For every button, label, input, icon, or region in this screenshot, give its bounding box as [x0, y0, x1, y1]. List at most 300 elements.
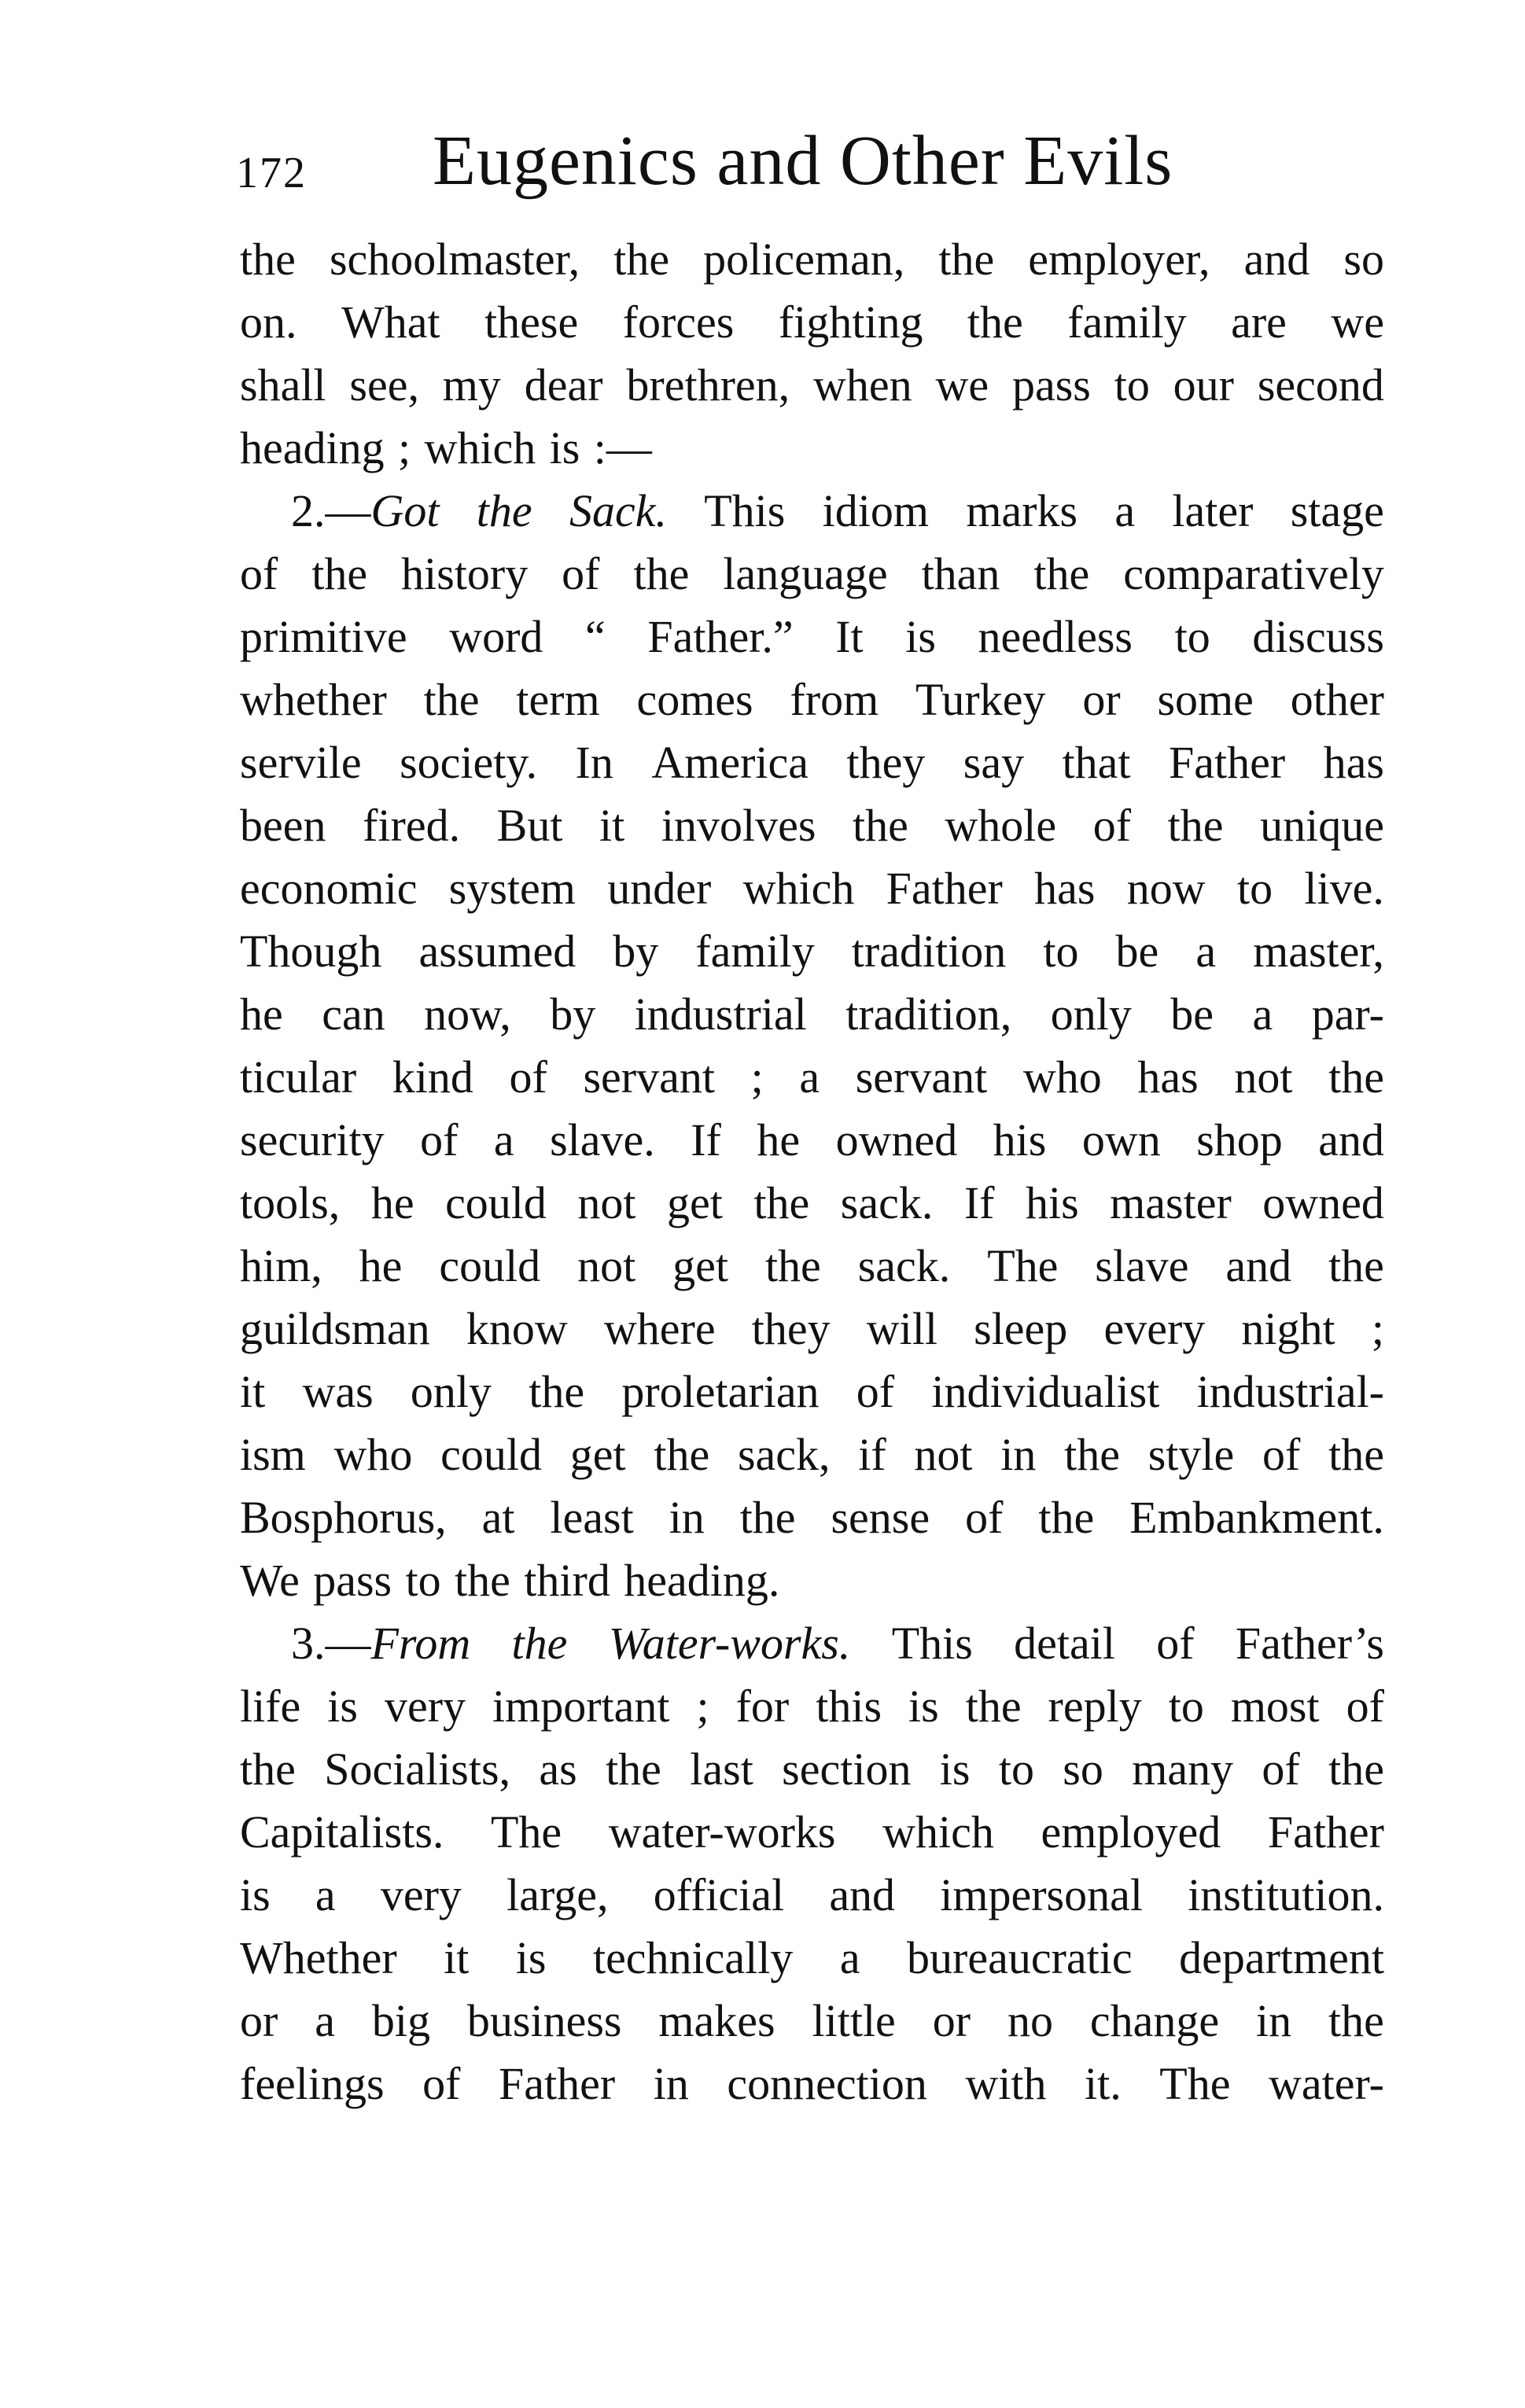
word: Capitalists. [240, 1806, 444, 1858]
text-line [240, 606, 1384, 668]
word: of [965, 1492, 1004, 1543]
word: to [1174, 611, 1210, 662]
word: This [704, 485, 786, 536]
word: to [1236, 863, 1273, 914]
text-line [240, 2053, 1384, 2115]
word: security [240, 1114, 385, 1165]
word: tradition, [845, 989, 1012, 1040]
word: language [723, 548, 888, 599]
text-line [240, 1360, 1384, 1423]
word: will [866, 1303, 937, 1354]
word: master [1110, 1177, 1232, 1228]
text-line [240, 1612, 1384, 1675]
word: employer, [1028, 234, 1210, 285]
word: for [735, 1681, 790, 1732]
word: impersonal [940, 1869, 1143, 1920]
section-heading-word: the [511, 1618, 568, 1669]
word: Father [1168, 737, 1286, 788]
word: they [751, 1303, 831, 1354]
word: of [420, 1114, 459, 1165]
text-line [240, 1235, 1384, 1298]
word: discuss [1252, 611, 1384, 662]
word: last [690, 1743, 753, 1795]
page-number: 172 [236, 149, 307, 197]
word: and [1225, 1240, 1292, 1291]
word: schoolmaster, [329, 234, 580, 285]
word: Turkey [915, 674, 1046, 725]
word: idiom [822, 485, 930, 536]
word: If [963, 1177, 995, 1228]
word: :— [593, 422, 652, 473]
word: detail [1014, 1618, 1115, 1669]
text-line [240, 857, 1384, 920]
word: of [1262, 1743, 1300, 1795]
word: most [1230, 1681, 1320, 1732]
word: no [1007, 1995, 1053, 2046]
text-line [240, 1172, 1384, 1235]
word: This [891, 1618, 973, 1669]
word: business [466, 1995, 622, 2046]
word: is [327, 1681, 358, 1732]
word: primitive [240, 611, 407, 662]
section-number-label: 3.— [291, 1618, 371, 1669]
word: the [1328, 1743, 1384, 1795]
text-line [240, 480, 1384, 543]
word: guildsman [240, 1303, 430, 1354]
word: par- [1311, 989, 1384, 1040]
word: a [1252, 989, 1273, 1040]
word: department [1179, 1932, 1384, 1983]
word: a [315, 1869, 336, 1920]
word: not [1234, 1051, 1293, 1103]
word: to [1168, 1681, 1204, 1732]
word: family [695, 926, 815, 977]
word: the [423, 674, 480, 725]
word: the [1038, 1492, 1095, 1543]
word: owned [1262, 1177, 1384, 1228]
word: connection [727, 2058, 927, 2109]
word: the [852, 800, 908, 851]
word: least [550, 1492, 634, 1543]
word: we [1331, 296, 1384, 348]
word: they [846, 737, 926, 788]
word: my [442, 359, 501, 411]
word: than [921, 548, 1000, 599]
word: now [1126, 863, 1206, 914]
word: society. [400, 737, 538, 788]
word: brethren, [626, 359, 790, 411]
word: a [839, 1932, 860, 1983]
word: the [1328, 1995, 1384, 2046]
word: our [1173, 359, 1234, 411]
word: What [341, 296, 440, 348]
word: could [440, 1429, 543, 1480]
word: water-works [608, 1806, 836, 1858]
word: the [529, 1366, 585, 1417]
word: the [1328, 1429, 1384, 1480]
word: makes [658, 1995, 775, 2046]
word: large, [506, 1869, 609, 1920]
word: It [835, 611, 864, 662]
word: the [764, 1240, 821, 1291]
word: under [607, 863, 712, 914]
word: servant [855, 1051, 988, 1103]
word: could [445, 1177, 547, 1228]
word: tools, [240, 1177, 341, 1228]
word: and [1243, 234, 1310, 285]
word: America [651, 737, 809, 788]
word: of [509, 1051, 547, 1103]
word: little [812, 1995, 896, 2046]
word: the [613, 234, 670, 285]
word: policeman, [703, 234, 905, 285]
word: important [492, 1681, 670, 1732]
word: servile [240, 737, 362, 788]
word: system [448, 863, 576, 914]
word: has [1323, 737, 1384, 788]
text-line [240, 731, 1384, 794]
word: of [1346, 1681, 1384, 1732]
word: is [515, 1932, 547, 1983]
word: on. [240, 296, 297, 348]
word: which [424, 422, 536, 473]
word: economic [240, 863, 418, 914]
word: when [813, 359, 912, 411]
text-line [240, 228, 1384, 291]
word: the [1064, 1429, 1120, 1480]
word: fighting [778, 296, 923, 348]
word: proletarian [621, 1366, 820, 1417]
word: technically [592, 1932, 794, 1983]
word: the [753, 1177, 810, 1228]
word: tradition [851, 926, 1007, 977]
text-line [240, 1109, 1384, 1172]
word: from [790, 674, 879, 725]
word: ; [1371, 1303, 1384, 1354]
word: later [1172, 485, 1254, 536]
word: he [240, 989, 283, 1040]
word: get [672, 1240, 729, 1291]
word: section [782, 1743, 912, 1795]
word: sense [831, 1492, 930, 1543]
word: as [539, 1743, 577, 1795]
word: some [1157, 674, 1254, 725]
word: these [484, 296, 579, 348]
word: pass [313, 1555, 392, 1606]
word: has [1034, 863, 1096, 914]
word: master, [1253, 926, 1384, 977]
word: ism [240, 1429, 306, 1480]
text-line [240, 1801, 1384, 1864]
word: feelings [240, 2058, 385, 2109]
word: We [240, 1555, 300, 1606]
word: in [669, 1492, 705, 1543]
word: kind [392, 1051, 473, 1103]
word: so [1343, 234, 1384, 285]
word: a [1195, 926, 1217, 977]
text-line [240, 1298, 1384, 1360]
word: or [932, 1995, 971, 2046]
word: the [967, 296, 1023, 348]
word: to [998, 1743, 1034, 1795]
word: so [1063, 1743, 1103, 1795]
word: the [311, 548, 368, 599]
word: water- [1268, 2058, 1384, 2109]
word: stage [1290, 485, 1384, 536]
word: say [963, 737, 1025, 788]
word: industrial [634, 989, 807, 1040]
word: In [575, 737, 613, 788]
word: The [987, 1240, 1059, 1291]
word: Embankment. [1129, 1492, 1384, 1543]
text-line [240, 1486, 1384, 1549]
section-heading-word: Sack. [569, 485, 667, 536]
running-title: Eugenics and Other Evils [433, 122, 1173, 200]
word: not [914, 1429, 973, 1480]
section-heading-word: From [370, 1618, 471, 1669]
word: whether [240, 674, 387, 725]
word: shop [1196, 1114, 1283, 1165]
word: heading. [624, 1555, 780, 1606]
word: in [1000, 1429, 1037, 1480]
word: his [1025, 1177, 1079, 1228]
word: big [371, 1995, 431, 2046]
word: family [1067, 296, 1187, 348]
word: official [653, 1869, 785, 1920]
word: own [1081, 1114, 1161, 1165]
word: individualist [931, 1366, 1160, 1417]
text-line [240, 1864, 1384, 1927]
word: see, [349, 359, 419, 411]
word: needless [978, 611, 1133, 662]
word: sack, [737, 1429, 831, 1480]
word: could [439, 1240, 541, 1291]
word: if [858, 1429, 886, 1480]
section-number [291, 480, 440, 543]
word: where [603, 1303, 716, 1354]
section-heading-word: Water-works. [608, 1618, 851, 1669]
word: only [1050, 989, 1132, 1040]
word: ticular [240, 1051, 357, 1103]
section-number [291, 1612, 470, 1675]
word: employed [1041, 1806, 1221, 1858]
word: history [401, 548, 529, 599]
word: night [1241, 1303, 1335, 1354]
word: of [240, 548, 278, 599]
word: Bosphorus, [240, 1492, 447, 1543]
word: other [1290, 674, 1384, 725]
word: whole [945, 800, 1057, 851]
word: Though [240, 926, 382, 977]
word: is [549, 422, 580, 473]
word: the [965, 1681, 1022, 1732]
word: he [370, 1177, 414, 1228]
word: the [1328, 1240, 1384, 1291]
text-line [240, 543, 1384, 606]
word: The [491, 1806, 562, 1858]
text-line [240, 1046, 1384, 1109]
word: sack. [840, 1177, 934, 1228]
word: he [359, 1240, 403, 1291]
word: a [493, 1114, 514, 1165]
text-line [240, 983, 1384, 1046]
word: of [1262, 1429, 1301, 1480]
word: is [939, 1743, 971, 1795]
word: of [422, 2058, 461, 2109]
word: or [1082, 674, 1121, 725]
word: the [938, 234, 995, 285]
word: was [302, 1366, 374, 1417]
word: heading [240, 422, 385, 473]
word: who [1022, 1051, 1102, 1103]
word: it [444, 1932, 470, 1983]
word: get [569, 1429, 626, 1480]
word: the [654, 1429, 710, 1480]
word: comes [636, 674, 753, 725]
running-head [236, 118, 1376, 212]
text-line [240, 291, 1384, 354]
word: to [1043, 926, 1079, 977]
word: the [606, 1743, 661, 1795]
body-text [240, 228, 1384, 2115]
word: live. [1304, 863, 1384, 914]
word: the [1167, 800, 1224, 851]
word: very [380, 1869, 462, 1920]
word: of [1092, 800, 1132, 851]
word: If [691, 1114, 721, 1165]
word: Socialists, [324, 1743, 511, 1795]
word: pass [1011, 359, 1091, 411]
text-line [240, 1423, 1384, 1486]
word: his [993, 1114, 1047, 1165]
word: ; [398, 422, 411, 473]
word: of [1156, 1618, 1195, 1669]
word: we [935, 359, 989, 411]
word: forces [622, 296, 735, 348]
word: many [1132, 1743, 1234, 1795]
word: comparatively [1123, 548, 1384, 599]
word: to [1114, 359, 1150, 411]
word: is [905, 611, 936, 662]
word: who [333, 1429, 413, 1480]
word: dear [524, 359, 603, 411]
word: the [739, 1492, 796, 1543]
word: a [315, 1995, 335, 2046]
word: the [455, 1555, 510, 1606]
word: term [516, 674, 600, 725]
word: him, [240, 1240, 322, 1291]
word: it [599, 800, 625, 851]
word: of [856, 1366, 895, 1417]
word: slave [1095, 1240, 1189, 1291]
word: marks [966, 485, 1078, 536]
text-line [240, 354, 1384, 417]
word: and [1318, 1114, 1384, 1165]
word: which [742, 863, 855, 914]
word: get [667, 1177, 723, 1228]
word: has [1137, 1051, 1199, 1103]
word: assumed [418, 926, 576, 977]
word: it. [1085, 2058, 1122, 2109]
word: Father [499, 2058, 616, 2109]
word: style [1147, 1429, 1235, 1480]
section-number-label: 2.— [291, 485, 371, 536]
word: sleep [974, 1303, 1068, 1354]
word: in [1256, 1995, 1292, 2046]
word: at [481, 1492, 515, 1543]
word: of [562, 548, 600, 599]
word: is [240, 1869, 271, 1920]
word: be [1170, 989, 1214, 1040]
text-line [240, 920, 1384, 983]
word: industrial- [1196, 1366, 1384, 1417]
word: be [1115, 926, 1159, 977]
word: Father [1267, 1806, 1384, 1858]
word: a [1114, 485, 1136, 536]
word: been [240, 800, 326, 851]
word: sack. [857, 1240, 951, 1291]
word: the [240, 234, 296, 285]
word: “ [585, 611, 606, 662]
word: the [240, 1743, 296, 1795]
word: the [1328, 1051, 1384, 1103]
word: second [1257, 359, 1384, 411]
word: this [816, 1681, 882, 1732]
word: know [466, 1303, 568, 1354]
word: Father.” [647, 611, 794, 662]
word: not [577, 1240, 636, 1291]
word: involves [661, 800, 816, 851]
text-line [240, 1738, 1384, 1801]
word: life [240, 1681, 301, 1732]
word: reply [1048, 1681, 1142, 1732]
word: Whether [240, 1932, 397, 1983]
word: is [908, 1681, 939, 1732]
word: he [757, 1114, 801, 1165]
word: institution. [1188, 1869, 1384, 1920]
word: to [405, 1555, 441, 1606]
word: now, [424, 989, 511, 1040]
word: it [240, 1366, 266, 1417]
word: Father’s [1235, 1618, 1384, 1669]
word: owned [835, 1114, 958, 1165]
word: change [1089, 1995, 1220, 2046]
word: The [1159, 2058, 1231, 2109]
word: the [633, 548, 690, 599]
word: Father [886, 863, 1003, 914]
word: very [384, 1681, 466, 1732]
word: by [550, 989, 596, 1040]
text-line [240, 1990, 1384, 2053]
section-heading-word: the [476, 485, 532, 536]
word: and [829, 1869, 896, 1920]
word: which [882, 1806, 994, 1858]
word: slave. [550, 1114, 655, 1165]
text-line [240, 417, 1384, 480]
word: ; [696, 1681, 709, 1732]
word: are [1231, 296, 1287, 348]
word: or [240, 1995, 278, 2046]
text-line [240, 668, 1384, 731]
word: fired. [363, 800, 461, 851]
text-line [240, 794, 1384, 857]
word: ; [750, 1051, 764, 1103]
word: not [577, 1177, 636, 1228]
word: by [613, 926, 659, 977]
word: the [1033, 548, 1090, 599]
word: only [410, 1366, 492, 1417]
word: can [322, 989, 385, 1040]
